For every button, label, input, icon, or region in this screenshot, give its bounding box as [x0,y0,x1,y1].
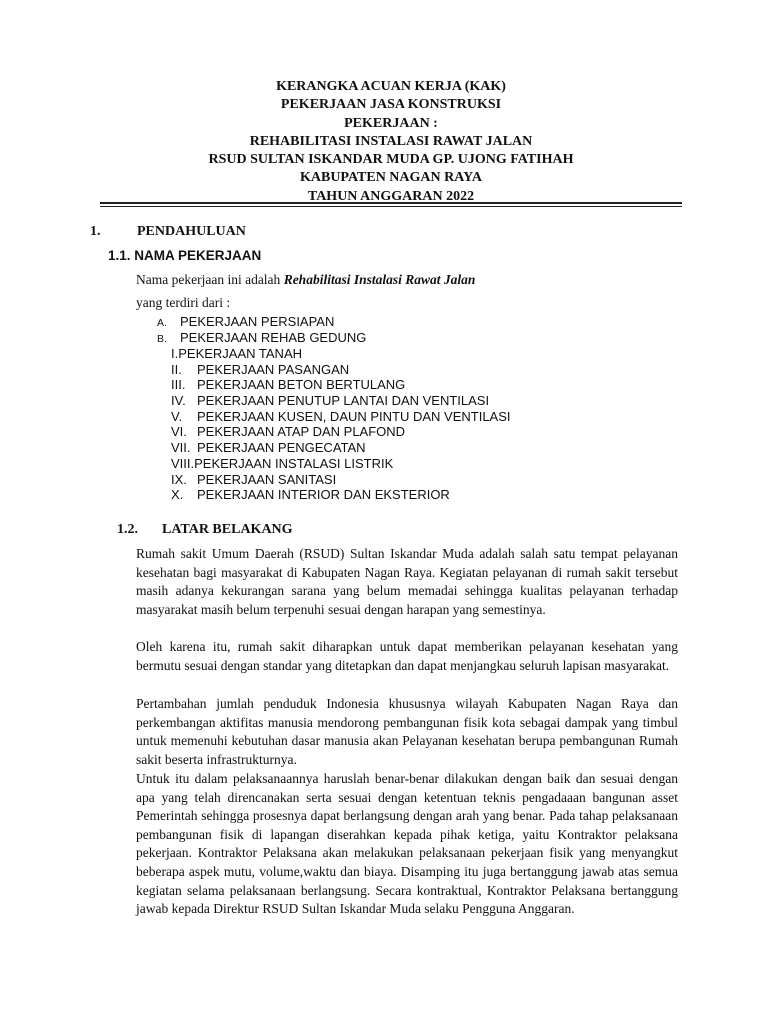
terdiri-label: yang terdiri dari : [136,295,231,310]
list-item-label: PEKERJAAN PENUTUP LANTAI DAN VENTILASI [197,393,490,409]
subsection-number: 1.2. [117,522,138,537]
list-marker: I. [171,346,179,361]
document-title-block [100,78,682,206]
list-item-label: PEKERJAAN TANAH [178,346,303,361]
title-line: RSUD SULTAN ISKANDAR MUDA GP. UJONG FATIHAH [208,152,574,168]
list-marker: B. [157,333,167,345]
subsection-title: LATAR BELAKANG [162,522,293,537]
list-item [171,377,511,393]
title-divider-thick [100,202,682,204]
intro-prefix: Nama pekerjaan ini adalah [136,272,284,287]
list-item-label: PEKERJAAN PERSIAPAN [180,314,335,329]
list-item-label: PEKERJAAN KUSEN, DAUN PINTU DAN VENTILASI [197,408,511,424]
list-item [157,330,366,346]
paragraph: Pertambahan jumlah penduduk Indonesia khususnya wilayah Kabupaten Nagan Raya dan perkembangan aktifitas manusia mendorong pembangunan fisik kota sebagai dampak yang timbul untuk memenuhi kebutuhan dasar manusia akan Pelayanan kesehatan berupa pembangunan Rumah sakit beserta infrastrukturnya. [136,696,678,767]
list-item-label: PEKERJAAN BETON BERTULANG [197,377,406,393]
list-item [171,409,511,425]
list-item [157,314,366,330]
list-marker: VIII. [171,455,195,471]
list-marker: VII. [171,440,191,456]
list-marker: X. [171,487,184,503]
list-marker: VI. [171,424,187,440]
list-marker: IX. [171,471,187,487]
list-marker: II. [171,361,182,377]
list-marker: III. [171,377,186,393]
list-item [171,346,511,362]
paragraph: Oleh karena itu, rumah sakit diharapkan untuk dapat memberikan pelayanan kesehatan yang bermutu sesuai dengan standar yang ditetapkan dan dapat menjangkau seluruh lapisan masyarakat. [136,639,678,673]
list-item [171,393,511,409]
paragraph: Rumah sakit Umum Daerah (RSUD) Sultan Iskandar Muda adalah salah satu tempat pelayanan kesehatan bagi masyarakat di Kabupaten Nagan Raya. Kegiatan pelayanan di rumah sakit tersebut masih adanya kekurangan sarana yang belum memadai sehingga kualitas pelayanan terhadap masyarakat masih belum terpenuhi sesuai dengan harapan yang semestinya. [136,546,678,617]
list-item [171,362,511,378]
section-heading [90,224,246,240]
list-item-label: PEKERJAAN PENGECATAN [197,440,366,456]
title-line: KERANGKA ACUAN KERJA (KAK) [276,79,506,94]
list-marker: IV. [171,393,186,409]
rehab-subitem-list [171,346,511,503]
title-divider-thin [100,206,682,207]
section-number: 1. [90,224,101,239]
title-line: REHABILITASI INSTALASI RAWAT JALAN [249,133,533,149]
intro-sentence [136,272,475,288]
subsection-heading-nama-pekerjaan: 1.1. NAMA PEKERJAAN [108,248,262,263]
list-marker: V. [171,408,183,424]
title-line: TAHUN ANGGARAN 2022 [307,188,475,204]
list-item-label: PEKERJAAN INTERIOR DAN EKSTERIOR [197,487,450,503]
list-item-label: PEKERJAAN SANITASI [197,471,337,487]
list-item-label: PEKERJAAN INSTALASI LISTRIK [194,455,394,471]
project-name-emphasis: Rehabilitasi Instalasi Rawat Jalan [283,272,476,287]
list-item [171,440,511,456]
list-item [171,424,511,440]
list-marker: A. [157,317,167,329]
list-item-label: PEKERJAAN PASANGAN [197,361,350,377]
list-item [171,487,511,503]
title-line: KABUPATEN NAGAN RAYA [299,170,483,186]
subsection-heading-latar-belakang [117,522,293,538]
list-item [171,472,511,488]
work-item-list [157,314,366,346]
section-title: PENDAHULUAN [137,224,246,239]
title-line: PEKERJAAN JASA KONSTRUKSI [280,97,502,113]
paragraph: Untuk itu dalam pelaksanaannya haruslah benar-benar dilakukan dengan baik dan sesuai dengan apa yang telah direncanakan serta sesuai dengan ketentuan teknis pengadaaan bangunan asset Pemerintah sehingga prosesnya dapat berlangsung dengan arah yang benar. Pada tahap pelaksanaan pembangunan fisik di lapangan diserahkan kepada pihak ketiga, yaitu Kontraktor pelaksana pekerjaan. Kontraktor Pelaksana akan melakukan pelaksanaan pekerjaan fisik yang menyangkut beberapa aspek mutu, volume,waktu dan biaya. Disamping itu juga bertanggung jawab atas semua kegiatan selama pelaksanaan berlangsung. Secara kontraktual, Kontraktor Pelaksana bertanggung jawab kepada Direktur RSUD Sultan Iskandar Muda selaku Pengguna Anggaran. [136,771,678,917]
list-item-label: PEKERJAAN ATAP DAN PLAFOND [197,424,406,440]
list-item-label: PEKERJAAN REHAB GEDUNG [180,330,367,345]
title-line: PEKERJAAN : [344,115,438,131]
list-item [171,456,511,472]
